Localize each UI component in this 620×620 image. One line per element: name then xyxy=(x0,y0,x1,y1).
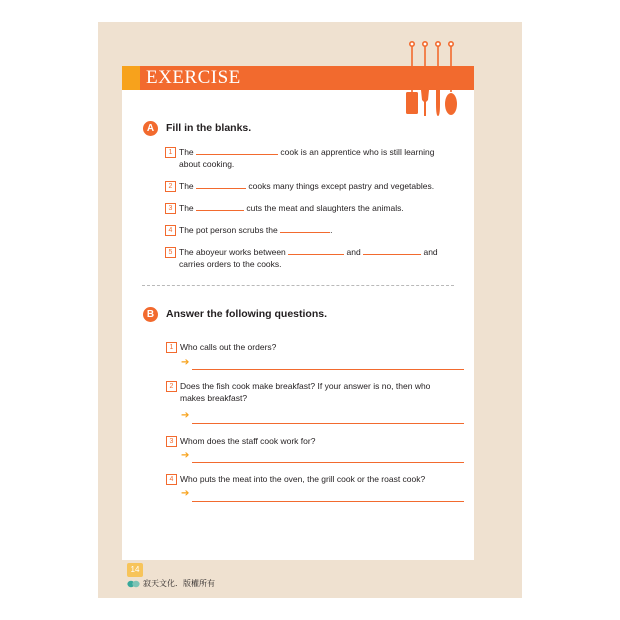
arrow-icon: ➔ xyxy=(181,488,190,499)
question-b4-text: Who puts the meat into the oven, the grill cook or the roast cook? xyxy=(180,474,426,484)
question-b4-number: 4 xyxy=(166,474,177,485)
item-a5-line2: carries orders to the cooks. xyxy=(179,259,282,269)
answer-line[interactable] xyxy=(192,423,464,424)
page-number: 14 xyxy=(127,563,143,577)
arrow-icon: ➔ xyxy=(181,357,190,368)
item-a4-text: The pot person scrubs the . xyxy=(179,225,333,235)
kitchen-utensils-icon xyxy=(400,40,472,118)
blank-field[interactable] xyxy=(196,180,246,189)
item-a1-text: The cook is an apprentice who is still learning xyxy=(179,147,435,157)
banner-title: EXERCISE xyxy=(146,67,241,88)
question-b2-number: 2 xyxy=(166,381,177,392)
blank-field[interactable] xyxy=(280,224,330,233)
question-b1-number: 1 xyxy=(166,342,177,353)
section-a-badge: A xyxy=(143,121,158,136)
blank-field[interactable] xyxy=(288,246,344,255)
banner-tab xyxy=(122,66,140,90)
question-b1-text: Who calls out the orders? xyxy=(180,342,277,352)
section-b-title: Answer the following questions. xyxy=(166,308,328,320)
arrow-icon: ➔ xyxy=(181,410,190,421)
blank-field[interactable] xyxy=(196,202,244,211)
item-a2-number: 2 xyxy=(165,181,176,192)
item-a3-text: The cuts the meat and slaughters the animals. xyxy=(179,203,404,213)
blank-field[interactable] xyxy=(363,246,421,255)
question-b3-number: 3 xyxy=(166,436,177,447)
item-a3-number: 3 xyxy=(165,203,176,214)
item-a5-number: 5 xyxy=(165,247,176,258)
item-a2-text: The cooks many things except pastry and vegetables. xyxy=(179,181,435,191)
blank-field[interactable] xyxy=(196,146,278,155)
arrow-icon: ➔ xyxy=(181,450,190,461)
item-a4-number: 4 xyxy=(165,225,176,236)
question-b3-text: Whom does the staff cook work for? xyxy=(180,436,316,446)
section-b-badge: B xyxy=(143,307,158,322)
answer-line[interactable] xyxy=(192,369,464,370)
answer-line[interactable] xyxy=(192,501,464,502)
section-a-title: Fill in the blanks. xyxy=(166,122,252,134)
publisher-name: 寂天文化．版權所有 xyxy=(143,579,215,588)
item-a1-number: 1 xyxy=(165,147,176,158)
question-b2-line2: makes breakfast? xyxy=(180,393,248,403)
item-a1-line2: about cooking. xyxy=(179,159,235,169)
item-a5-text: The aboyeur works between and and xyxy=(179,247,438,257)
section-divider xyxy=(142,285,454,286)
question-b2-text: Does the fish cook make breakfast? If your answer is no, then who xyxy=(180,381,431,391)
publisher-logo-icon xyxy=(127,580,140,588)
answer-line[interactable] xyxy=(192,462,464,463)
